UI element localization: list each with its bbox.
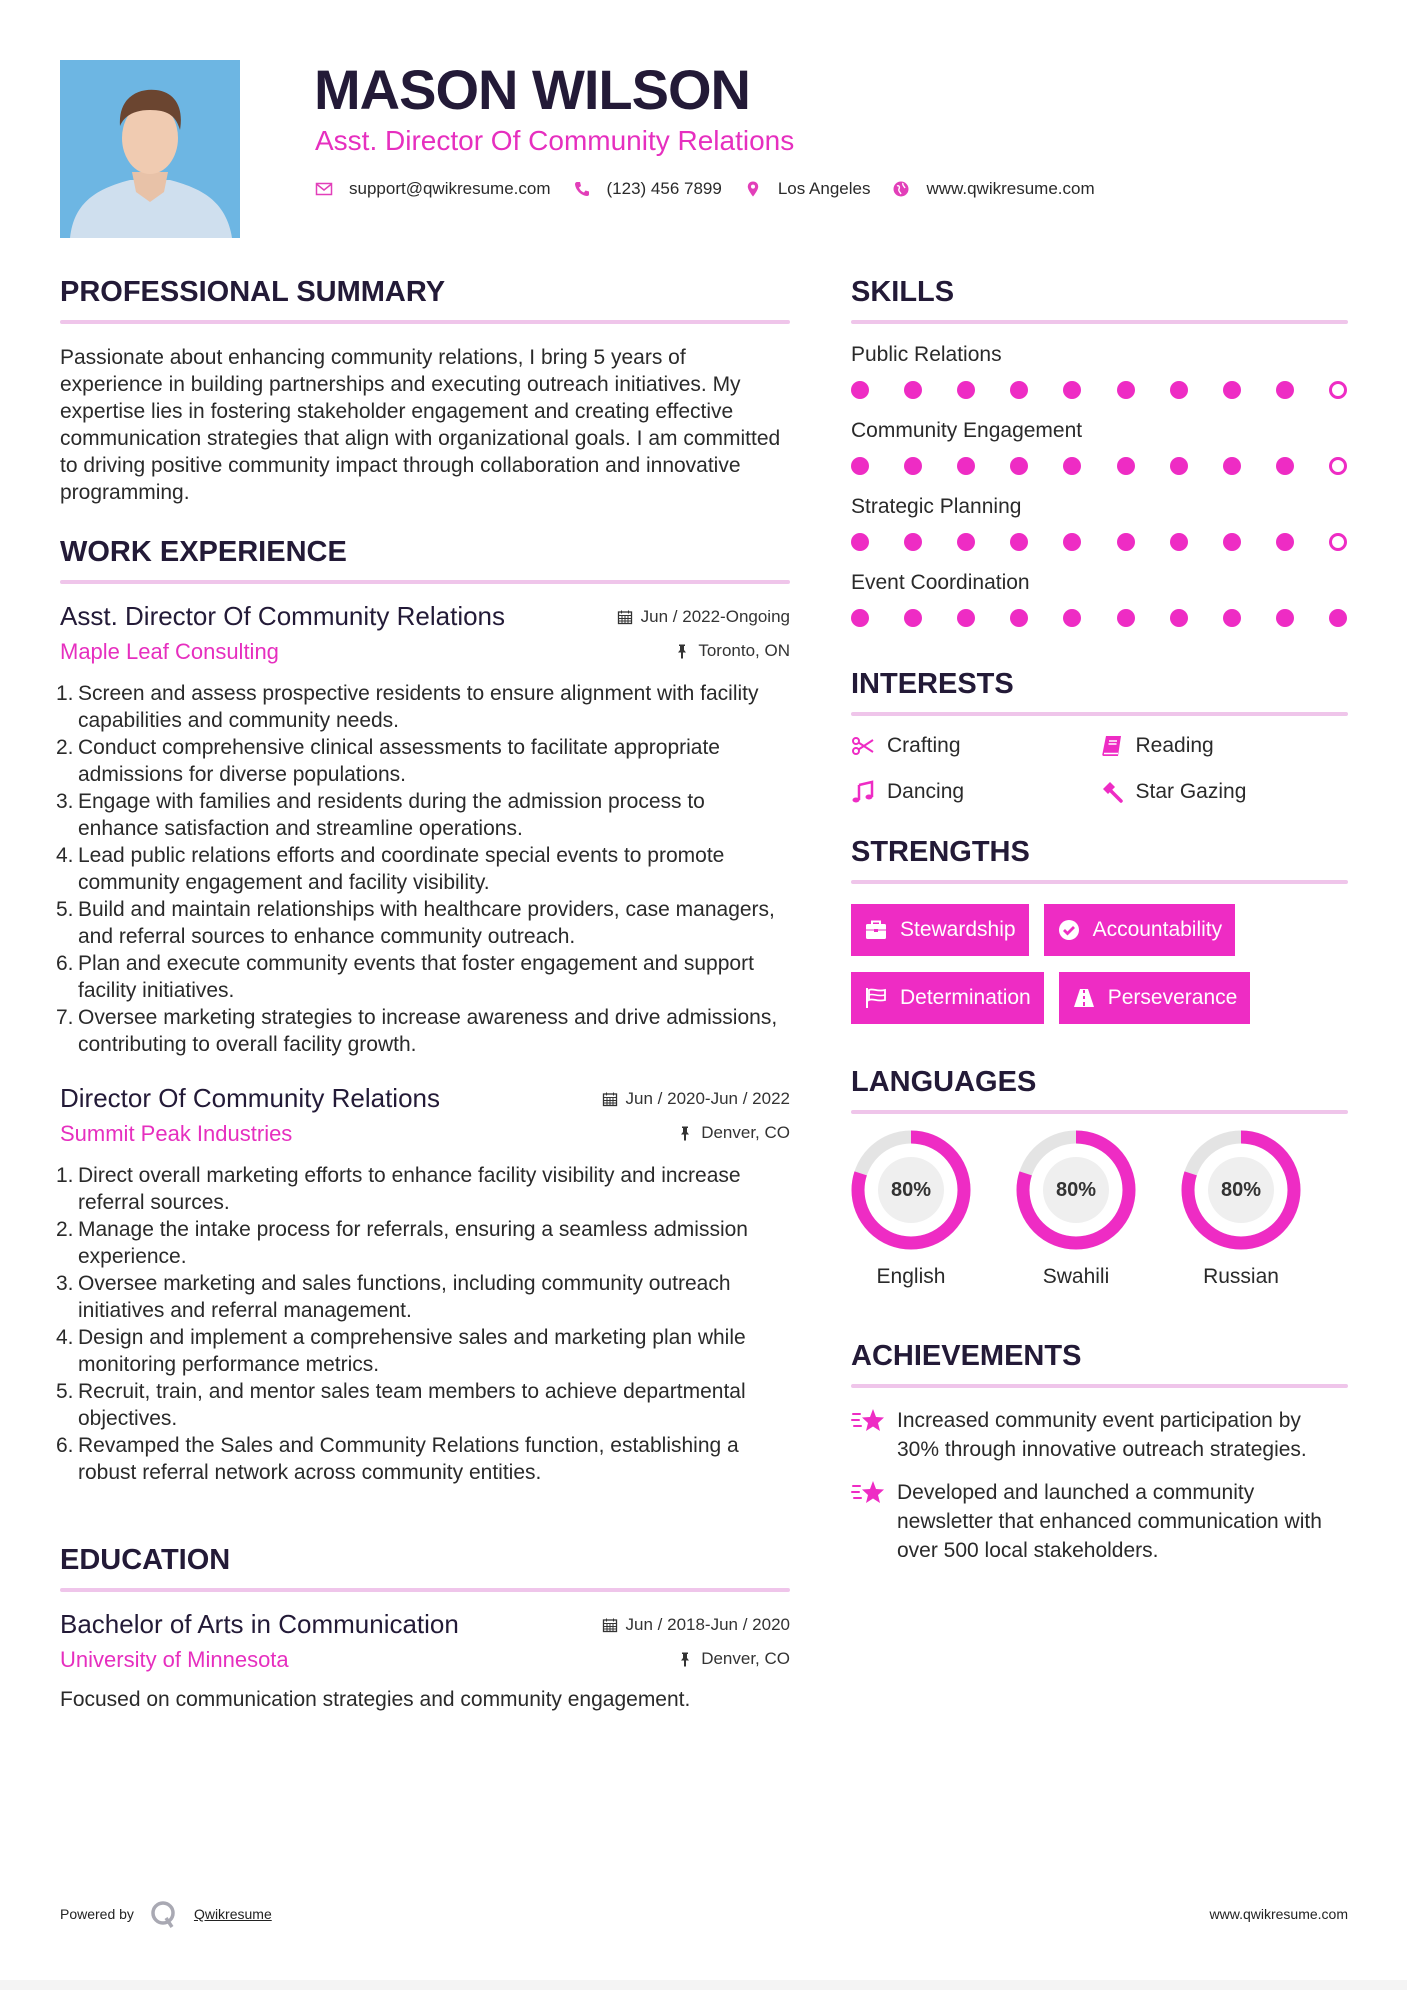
skill-rating (851, 522, 1348, 562)
education-section (60, 1538, 790, 1713)
section-heading: STRENGTHS (851, 836, 1030, 868)
rating-dot-filled (1063, 457, 1081, 475)
rating-dot-filled (904, 381, 922, 399)
gavel-icon (1100, 780, 1124, 804)
rating-dot-filled (851, 533, 869, 551)
pushpin-icon (674, 643, 690, 659)
rating-dot-filled (851, 457, 869, 475)
list-item: 5. Build and maintain relationships with healthcare providers, case managers, and referral sources to enhance community outreach. (56, 898, 775, 948)
person-portrait-icon (60, 60, 240, 238)
candidate-title: Asst. Director Of Community Relations (315, 125, 795, 156)
strength-badge: Stewardship (851, 904, 1029, 956)
rating-dot-empty (1329, 457, 1347, 475)
interest-item: Dancing (851, 774, 1100, 810)
strength-badge: Accountability (1044, 904, 1236, 956)
skills-section (851, 270, 1348, 638)
job-location: Denver, CO (677, 1123, 790, 1143)
rating-dot-filled (1063, 381, 1081, 399)
job-dates: Jun / 2020-Jun / 2022 (602, 1089, 790, 1109)
section-heading: INTERESTS (851, 668, 1014, 700)
bottom-bar (0, 1980, 1407, 1990)
skill-rating (851, 598, 1348, 638)
skill-item (851, 568, 1348, 638)
check-circle-icon (1057, 918, 1081, 942)
language-item (851, 1130, 971, 1292)
list-item: 3. Oversee marketing and sales functions, including community outreach initiatives and referral management. (56, 1272, 731, 1322)
list-item: 3. Engage with families and residents during the admission process to enhance satisfaction and streamline operations. (56, 790, 705, 840)
shooting-star-icon (851, 1406, 885, 1436)
interest-item: Reading (1100, 728, 1349, 764)
degree-title: Bachelor of Arts in Communication (60, 1609, 459, 1639)
language-progress-ring (1016, 1130, 1136, 1250)
language-label: Swahili (1042, 1265, 1110, 1288)
company-name: Summit Peak Industries (60, 1121, 293, 1146)
job-title: Director Of Community Relations (60, 1083, 440, 1113)
achievements-section (851, 1334, 1348, 1565)
interest-item: Crafting (851, 728, 1100, 764)
list-item: 1. Screen and assess prospective residents to ensure alignment with facility capabilities and community needs. (56, 682, 759, 732)
rating-dot-filled (1117, 381, 1135, 399)
language-progress-ring (1181, 1130, 1301, 1250)
section-divider (851, 320, 1348, 324)
rating-dot-filled (1010, 381, 1028, 399)
rating-dot-filled (1170, 533, 1188, 551)
company-name: Maple Leaf Consulting (60, 639, 279, 664)
education-description: Focused on communication strategies and community engagement. (60, 1688, 691, 1711)
rating-dot-filled (957, 457, 975, 475)
pushpin-icon (677, 1125, 693, 1141)
section-divider (851, 1110, 1348, 1114)
skill-rating (851, 446, 1348, 486)
strength-badge: Perseverance (1059, 972, 1251, 1024)
list-item: 6. Revamped the Sales and Community Relations function, establishing a robust referral network across community entities. (56, 1434, 739, 1484)
section-divider (851, 880, 1348, 884)
list-item: 7. Oversee marketing strategies to increase awareness and drive admissions, contributing to overall facility growth. (56, 1006, 778, 1056)
language-percent: 80% (890, 1178, 932, 1201)
rating-dot-filled (1276, 609, 1294, 627)
skill-label: Community Engagement (851, 419, 1083, 442)
skill-label: Public Relations (851, 343, 1002, 366)
list-item: 6. Plan and execute community events that foster engagement and support facility initiatives. (56, 952, 754, 1002)
rating-dot-filled (1223, 381, 1241, 399)
rating-dot-filled (904, 609, 922, 627)
language-percent: 80% (1055, 1178, 1097, 1201)
rating-dot-empty (1329, 381, 1347, 399)
rating-dot-filled (1010, 609, 1028, 627)
section-divider (851, 712, 1348, 716)
qwikresume-logo-icon (150, 1900, 178, 1928)
right-column (851, 270, 1348, 1579)
section-heading: ACHIEVEMENTS (851, 1340, 1082, 1372)
job-title: Asst. Director Of Community Relations (60, 601, 506, 631)
summary-section (60, 270, 790, 506)
interests-list (851, 728, 1348, 810)
footer-powered-by: Powered by Qwikresume (60, 1900, 272, 1928)
list-item: 1. Direct overall marketing efforts to enhance facility visibility and increase referral sources. (56, 1164, 741, 1214)
job-entry (56, 598, 790, 1058)
contact-website[interactable]: www.qwikresume.com (892, 176, 1094, 202)
qwikresume-link[interactable]: Qwikresume (193, 1906, 272, 1922)
footer-website[interactable]: www.qwikresume.com (1209, 1906, 1348, 1922)
job-responsibilities (56, 680, 790, 1058)
school-name: University of Minnesota (60, 1647, 289, 1672)
education-dates: Jun / 2018-Jun / 2020 (602, 1615, 790, 1635)
rating-dot-filled (957, 609, 975, 627)
job-dates: Jun / 2022-Ongoing (617, 607, 790, 627)
rating-dot-filled (1010, 533, 1028, 551)
job-responsibilities (56, 1162, 790, 1486)
achievement-item: Developed and launched a community newsletter that enhanced communication with over 500 local stakeholders. (851, 1478, 1348, 1565)
skill-item (851, 492, 1348, 562)
achievement-item: Increased community event participation by 30% through innovative outreach strategies. (851, 1406, 1348, 1464)
job-entry (56, 1080, 790, 1486)
rating-dot-filled (904, 457, 922, 475)
section-divider (60, 580, 790, 584)
list-item: 5. Recruit, train, and mentor sales team members to achieve departmental objectives. (56, 1380, 746, 1430)
rating-dot-filled (1276, 533, 1294, 551)
section-divider (851, 1384, 1348, 1388)
skill-label: Event Coordination (851, 571, 1030, 594)
rating-dot-filled (1223, 457, 1241, 475)
rating-dot-filled (1223, 533, 1241, 551)
list-item: 2. Manage the intake process for referrals, ensuring a seamless admission experience. (56, 1218, 748, 1268)
skills-list (851, 340, 1348, 638)
section-heading: WORK EXPERIENCE (60, 536, 347, 568)
languages-section (851, 1060, 1348, 1292)
contact-email[interactable]: support@qwikresume.com (315, 176, 551, 202)
calendar-icon (617, 609, 633, 625)
section-heading: PROFESSIONAL SUMMARY (60, 276, 446, 308)
skill-item (851, 340, 1348, 410)
flag-icon (864, 986, 888, 1010)
rating-dot-filled (1170, 457, 1188, 475)
rating-dot-filled (1170, 381, 1188, 399)
list-item: 2. Conduct comprehensive clinical assessments to facilitate appropriate admissions for diverse populations. (56, 736, 720, 786)
language-progress-ring (851, 1130, 971, 1250)
rating-dot-filled (1063, 609, 1081, 627)
book-icon (1100, 734, 1124, 758)
skill-label: Strategic Planning (851, 495, 1022, 518)
rating-dot-empty (1329, 533, 1347, 551)
music-note-icon (851, 780, 875, 804)
rating-dot-filled (904, 533, 922, 551)
rating-dot-filled (1223, 609, 1241, 627)
rating-dot-filled (851, 609, 869, 627)
section-heading: SKILLS (851, 276, 955, 308)
strength-badge: Determination (851, 972, 1044, 1024)
phone-icon (573, 180, 591, 198)
candidate-name: MASON WILSON (314, 58, 750, 121)
pushpin-icon (677, 1651, 693, 1667)
rating-dot-filled (1063, 533, 1081, 551)
interests-section (851, 662, 1348, 810)
rating-dot-filled (1117, 457, 1135, 475)
envelope-icon (315, 180, 333, 198)
calendar-icon (602, 1617, 618, 1633)
language-item (1181, 1130, 1301, 1292)
globe-icon (892, 180, 910, 198)
scissors-icon (851, 734, 875, 758)
strengths-section (851, 830, 1348, 1024)
contact-location: Los Angeles (744, 176, 871, 202)
languages-list (851, 1130, 1348, 1292)
profile-photo (60, 60, 240, 238)
section-heading: EDUCATION (60, 1544, 231, 1576)
language-label: English (876, 1265, 946, 1288)
experience-section (56, 530, 790, 1486)
language-item (1016, 1130, 1136, 1292)
summary-text: Passionate about enhancing community relations, I bring 5 years of experience in building partnerships and executing outreach initiatives. My expertise lies in fostering stakeholder engagement and creating effective communication strategies that align with organizational goals. I am committed to driving positive community impact through collaboration and innovative programming. (60, 346, 781, 504)
rating-dot-filled (1117, 533, 1135, 551)
skill-item (851, 416, 1348, 486)
rating-dot-filled (1276, 381, 1294, 399)
skill-rating (851, 370, 1348, 410)
road-icon (1072, 986, 1096, 1010)
rating-dot-filled (1170, 609, 1188, 627)
contact-info (315, 176, 1117, 202)
briefcase-icon (864, 918, 888, 942)
language-percent: 80% (1220, 1178, 1262, 1201)
rating-dot-filled (1117, 609, 1135, 627)
interest-item: Star Gazing (1100, 774, 1349, 810)
education-location: Denver, CO (677, 1649, 790, 1669)
rating-dot-filled (1329, 609, 1347, 627)
map-pin-icon (744, 180, 762, 198)
rating-dot-filled (851, 381, 869, 399)
shooting-star-icon (851, 1478, 885, 1508)
rating-dot-filled (1276, 457, 1294, 475)
list-item: 4. Lead public relations efforts and coordinate special events to promote community engagement and facility visibility. (56, 844, 725, 894)
section-heading: LANGUAGES (851, 1066, 1037, 1098)
strengths-list (851, 904, 1348, 1024)
language-label: Russian (1203, 1265, 1279, 1288)
calendar-icon (602, 1091, 618, 1107)
left-column (56, 270, 790, 1713)
rating-dot-filled (1010, 457, 1028, 475)
rating-dot-filled (957, 381, 975, 399)
section-divider (60, 320, 790, 324)
list-item: 4. Design and implement a comprehensive sales and marketing plan while monitoring performance metrics. (56, 1326, 746, 1376)
contact-phone[interactable]: (123) 456 7899 (573, 176, 722, 202)
rating-dot-filled (957, 533, 975, 551)
section-divider (60, 1588, 790, 1592)
job-location: Toronto, ON (674, 641, 790, 661)
